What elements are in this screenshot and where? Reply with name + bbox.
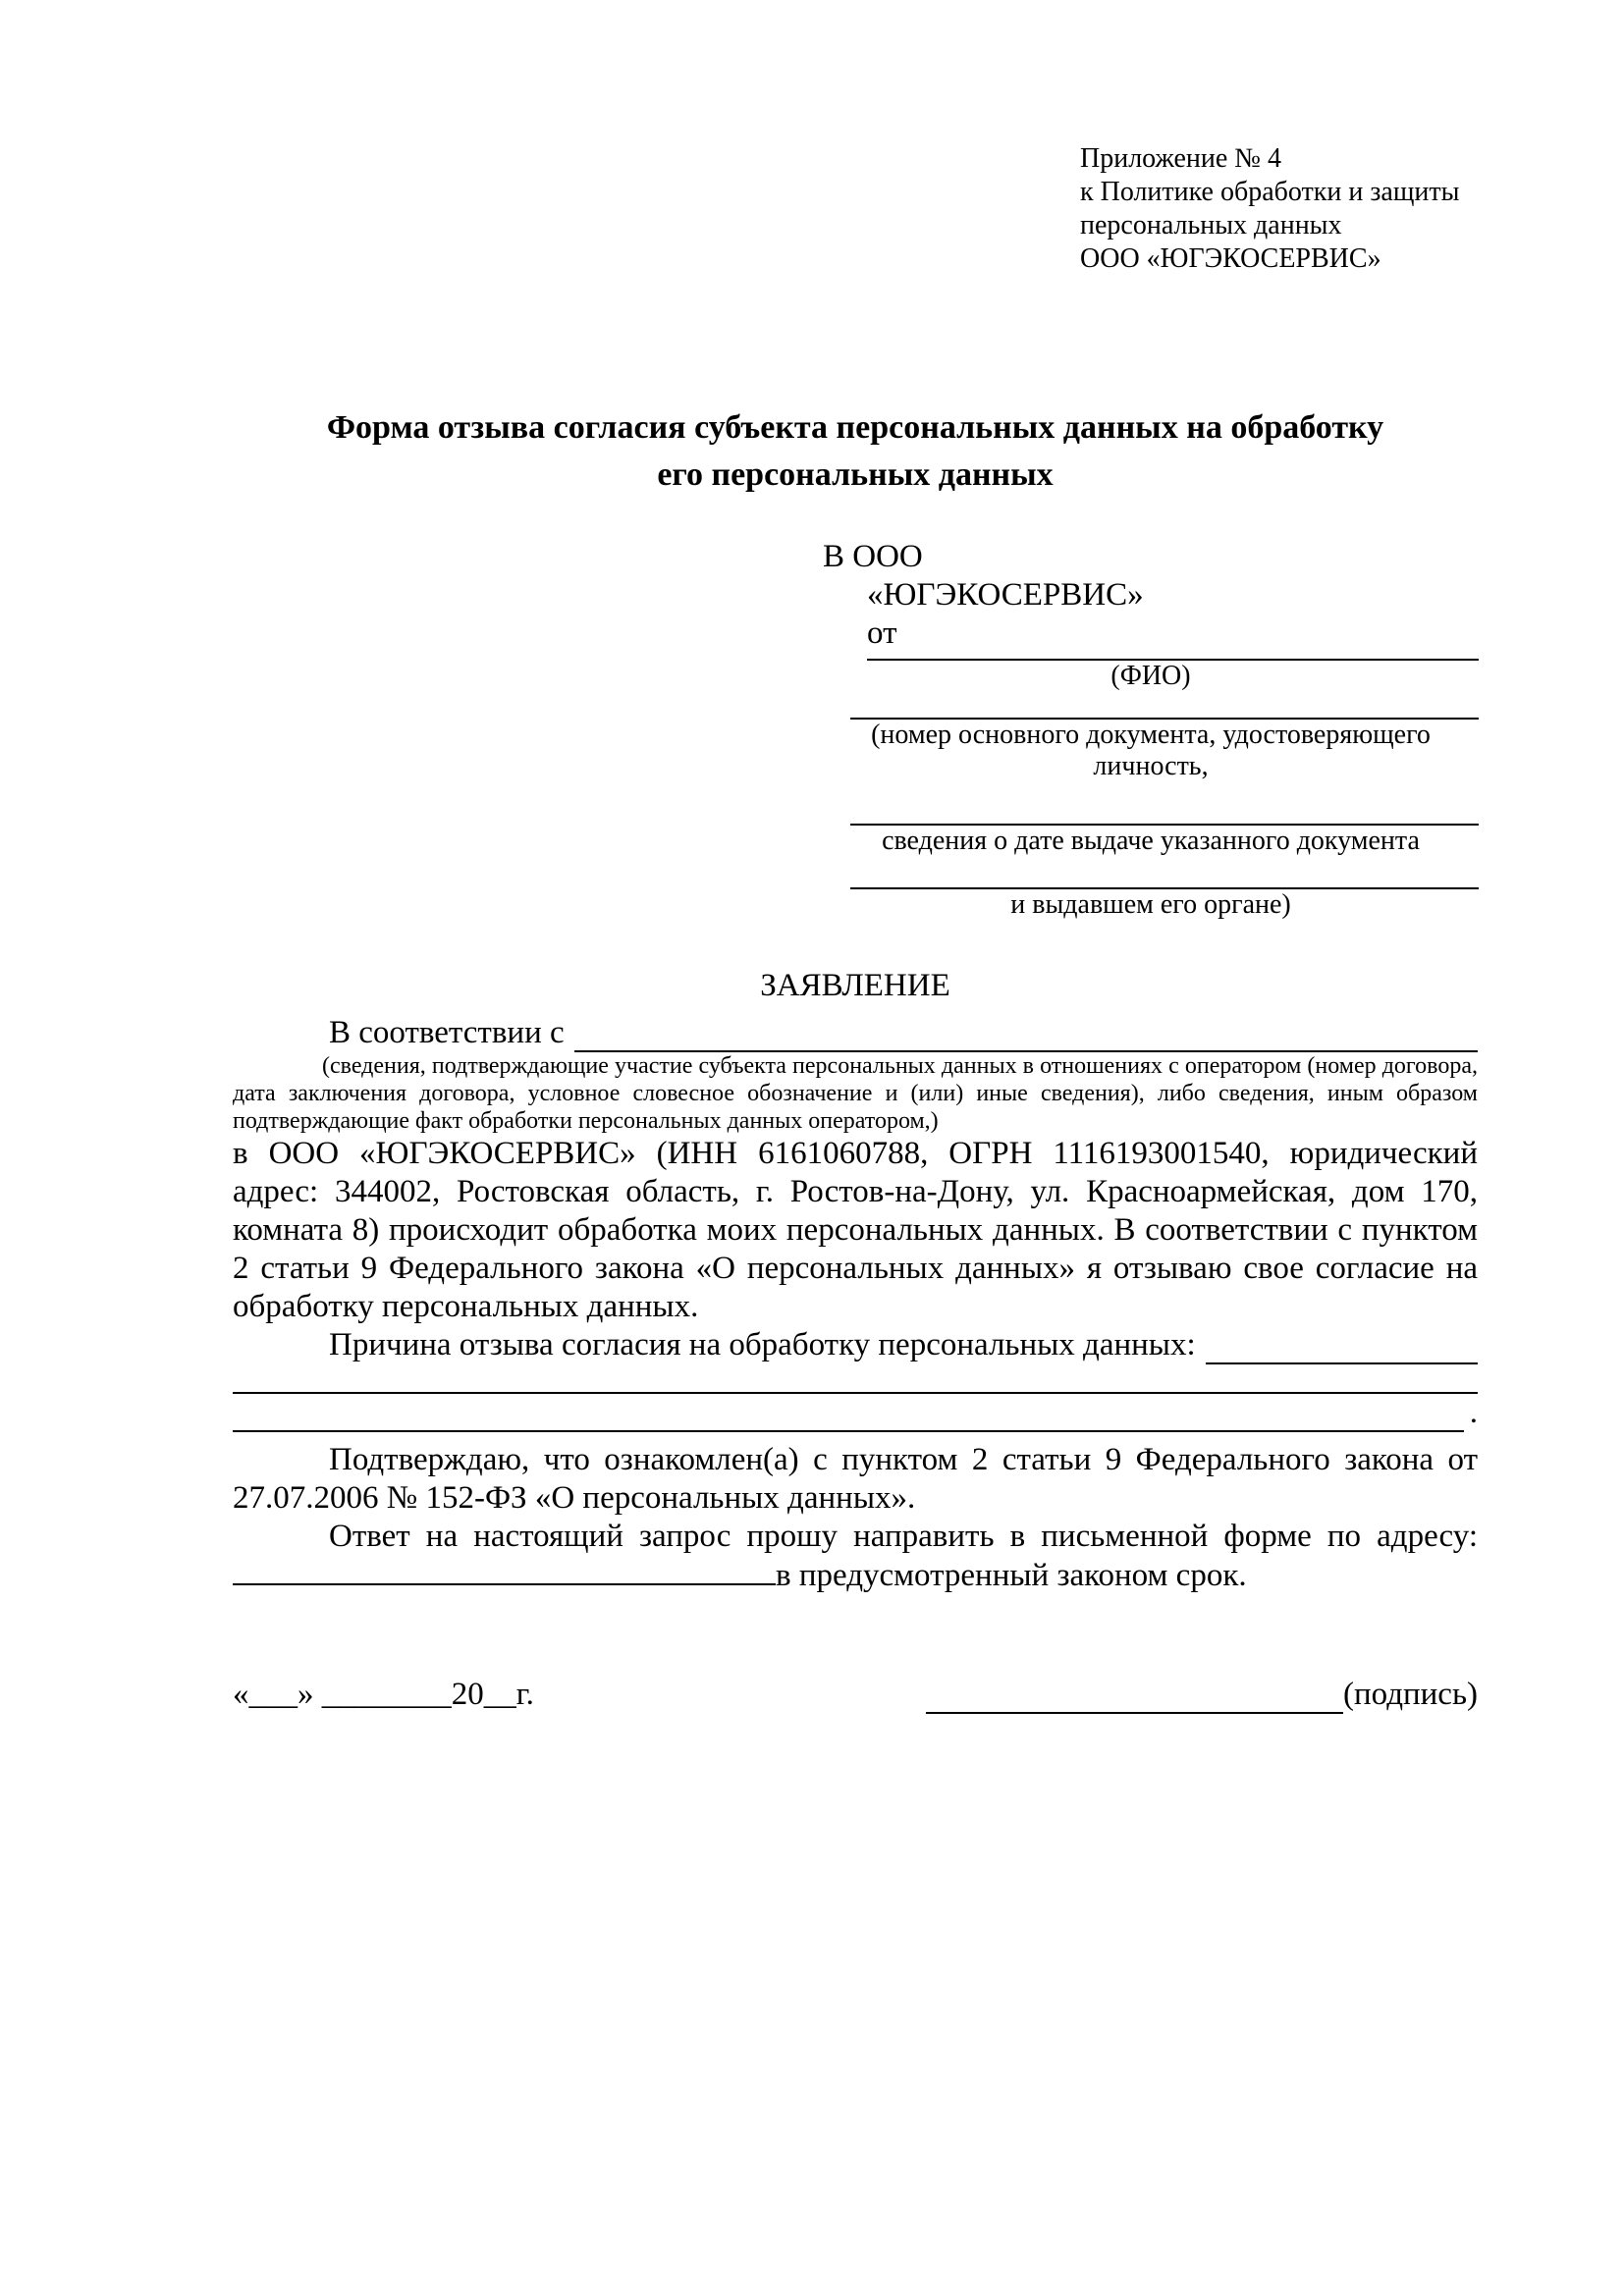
footer-row [233,1676,1478,1714]
signature-group [926,1676,1478,1714]
intro-note: (сведения, подтверждающие участие субъекта персональных данных в отношениях с оператором (номер договора, дата заключения договора, условное словесное обозначение и (или) иные сведения), либо сведения, иным образом подтверждающие факт обработки персональных данных оператором,) [233,1053,1478,1134]
reason-blank-field-line1[interactable] [233,1364,1478,1394]
appendix-header-line: к Политике обработки и защиты [1080,177,1460,207]
document-number-blank-field[interactable] [850,692,1479,720]
reply-address-blank-field[interactable] [233,1556,776,1585]
fio-caption: (ФИО) [1110,661,1191,691]
reason-label: Причина отзыва согласия на обработку персональных данных: [329,1327,1196,1362]
date-blank-field[interactable]: «___» ________20__г. [233,1677,534,1712]
page-title-line1: Форма отзыва согласия субъекта персональных данных на обработку [326,409,1384,446]
addressee-block [823,538,1479,921]
document-number-caption: (номер основного документа, удостоверяющего личность, [871,720,1431,781]
reason-blank-field[interactable] [1206,1326,1478,1364]
reply-prefix: Ответ на настоящий запрос прошу направить в письменной форме по адресу: [329,1519,1478,1554]
page-title-line2: его персональных данных [657,456,1054,493]
reply-suffix: в предусмотренный законом срок. [776,1558,1247,1593]
intro-row [233,1014,1478,1052]
appendix-header-line: ООО «ЮГЭКОСЕРВИС» [1080,243,1381,274]
issue-date-caption: сведения о дате выдаче указанного документа [882,826,1420,856]
signature-caption: (подпись) [1343,1677,1478,1712]
fio-blank-field[interactable] [867,653,1479,661]
confirm-paragraph: Подтверждаю, что ознакомлен(а) с пунктом 2 статьи 9 Федерального закона от 27.07.2006 № 152-ФЗ «О персональных данных». [233,1442,1478,1516]
statement-body: в ООО «ЮГЭКОСЕРВИС» (ИНН 6161060788, ОГРН 1116193001540, юридический адрес: 344002, Ростовская область, г. Ростов-на-Дону, ул. Красноармейская, дом 170, комната 8) происходит обработка моих персональных данных. В соответствии с пунктом 2 статьи 9 Федерального закона «О персональных данных» я отзываю свое согласие на обработку персональных данных. [233,1136,1478,1324]
reason-blank-line-1 [233,1364,1478,1394]
appendix-header-line: персональных данных [1080,210,1342,240]
addressee-org-prefix: В ООО [823,539,923,574]
reason-blank-field-line2[interactable] [233,1394,1464,1432]
reason-blank-line-2 [233,1394,1478,1432]
signature-blank-field[interactable] [926,1682,1343,1714]
addressee-org-name: «ЮГЭКОСЕРВИС» [867,577,1144,613]
statement-heading: ЗАЯВЛЕНИЕ [760,968,950,1003]
reason-row [233,1326,1478,1364]
addressee-from-label: от [867,615,897,651]
reason-end-period: . [1469,1395,1478,1430]
issuing-authority-caption: и выдавшем его органе) [1010,889,1291,920]
issuing-authority-blank-field[interactable] [850,857,1479,889]
issue-date-blank-field[interactable] [850,782,1479,826]
appendix-header-line: Приложение № 4 [1080,143,1281,174]
intro-blank-field[interactable] [574,1014,1478,1052]
page-title [233,404,1478,499]
appendix-header [1080,142,1478,276]
reply-paragraph [233,1518,1478,1595]
intro-label: В соответствии с [329,1015,565,1050]
